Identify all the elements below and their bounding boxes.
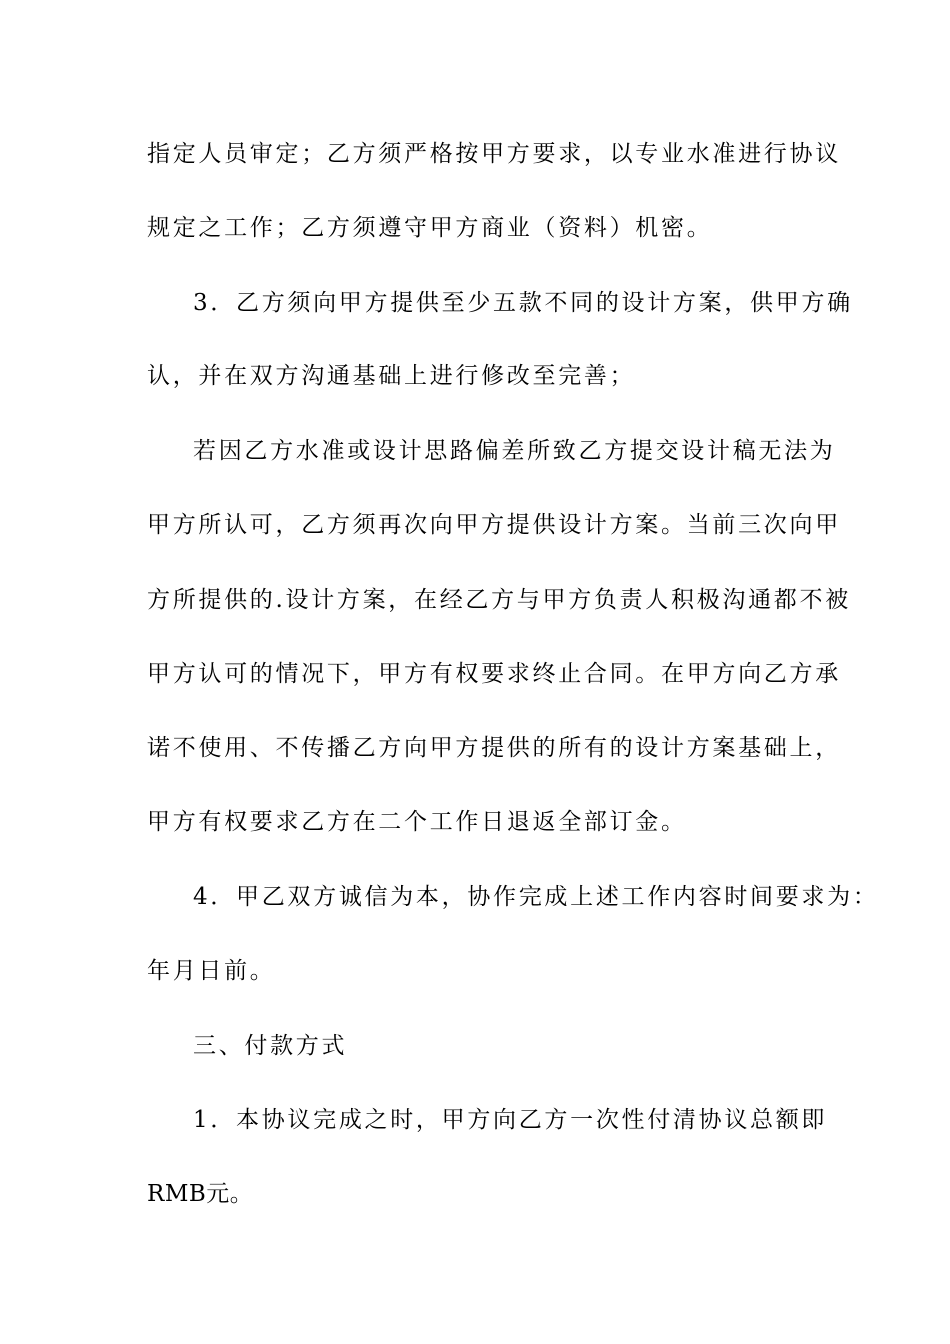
paragraph-line: RMB元。 — [147, 1181, 254, 1207]
section-heading: 三、付款方式 — [193, 1033, 348, 1059]
clause-4-line: 4．甲乙双方诚信为本，协作完成上述工作内容时间要求为： — [193, 884, 879, 910]
clause-3-line: 3．乙方须向甲方提供至少五款不同的设计方案，供甲方确 — [193, 290, 853, 316]
paragraph-line: 方所提供的.设计方案，在经乙方与甲方负责人积极沟通都不被 — [147, 587, 851, 613]
paragraph-line: 年月日前。 — [147, 958, 276, 984]
paragraph-line: 甲方所认可，乙方须再次向甲方提供设计方案。当前三次向甲 — [147, 512, 841, 538]
clause-1-line: 1．本协议完成之时，甲方向乙方一次性付清协议总额即 — [193, 1107, 828, 1133]
paragraph-line: 指定人员审定；乙方须严格按甲方要求，以专业水准进行协议 — [147, 141, 841, 167]
paragraph-line: 甲方认可的情况下，甲方有权要求终止合同。在甲方向乙方承 — [147, 661, 841, 687]
paragraph-line: 认，并在双方沟通基础上进行修改至完善； — [147, 363, 636, 389]
paragraph-line: 规定之工作；乙方须遵守甲方商业（资料）机密。 — [147, 215, 713, 241]
paragraph-line: 诺不使用、不传播乙方向甲方提供的所有的设计方案基础上， — [147, 735, 841, 761]
paragraph-line: 甲方有权要求乙方在二个工作日退返全部订金。 — [147, 809, 687, 835]
paragraph-line: 若因乙方水准或设计思路偏差所致乙方提交设计稿无法为 — [193, 438, 836, 464]
